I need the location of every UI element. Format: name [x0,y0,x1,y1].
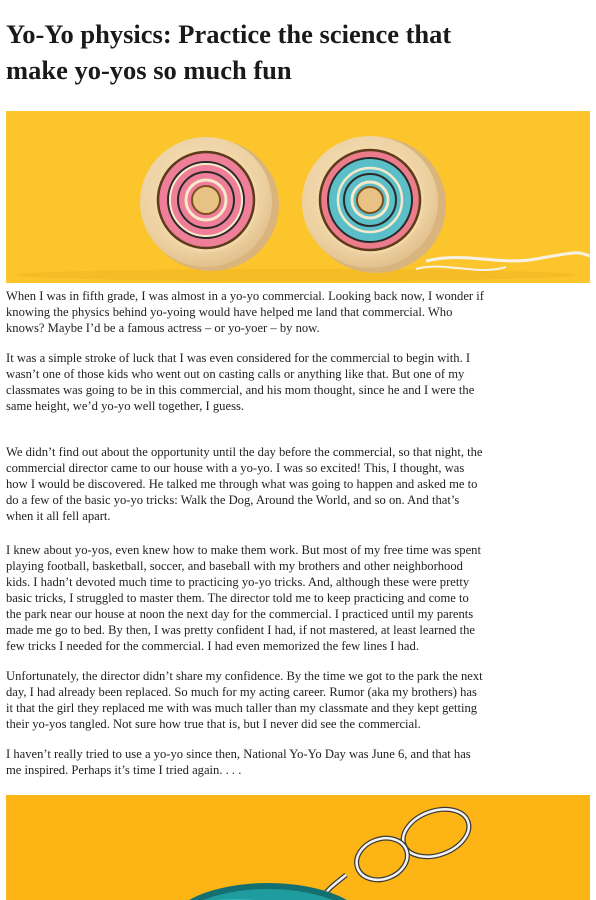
paragraph: When I was in fifth grade, I was almost in a yo-yo commercial. Looking back now, I wonder if knowing the physics behind yo-yoing would have helped me land that commercial. Who knows? Maybe I’d be a famous actress – or yo-yoer – by now. [6,289,484,335]
hero-background [6,111,590,283]
paragraph: I knew about yo-yos, even knew how to make them work. But most of my free time was spent playing football, basketball, soccer, and baseball with my brothers and other neighborhood kids. I hadn’t devoted much time to practicing yo-yo tricks. And, although these were pretty basic tricks, I struggled to master them. The director told me to keep practicing and come to the park near our house at noon the next day for the commercial. I practiced until my parents made me go to bed. By then, I was pretty confident I had, if not mastered, at least learned the few tricks I needed for the commercial. I had even memorized the few lines I had. [6,543,481,653]
article-title: Yo-Yo physics: Practice the science that make yo-yos so much fun [6,19,452,85]
paragraph: We didn’t find out about the opportunity until the day before the commercial, so that night, the commercial director came to our house with a yo-yo. I was so excited! This, I thought, was how I would be discovered. He talked me through what was going to happen and asked me to do a few of the basic yo-yo tricks: Walk the Dog, Around the World, and so on. And that’s when it all fell apart. [6,445,483,523]
bottom-image-background [6,795,590,900]
paragraph: It was a simple stroke of luck that I was even considered for the commercial to begin with. I wasn’t one of those kids who went out on casting calls or anything like that. But one of my classmates was going to be in this commercial, and his mom thought, since he and I were the same height, we’d yo-yo well together, I guess. [6,351,475,413]
paragraph: Unfortunately, the director didn’t share my confidence. By the time we got to the park the next day, I had already been replaced. So much for my acting career. Rumor (aka my brothers) has it that the girl they replaced me with was much taller than my classmate and they kept getting their yo-yos tangled. Not sure how true that is, but I never did see the commercial. [6,669,483,731]
paragraph: I haven’t really tried to use a yo-yo since then, National Yo-Yo Day was June 6, and that has me inspired. Perhaps it’s time I tried again. . . . [6,747,471,777]
hero-image [6,111,590,283]
bottom-image [6,795,590,900]
